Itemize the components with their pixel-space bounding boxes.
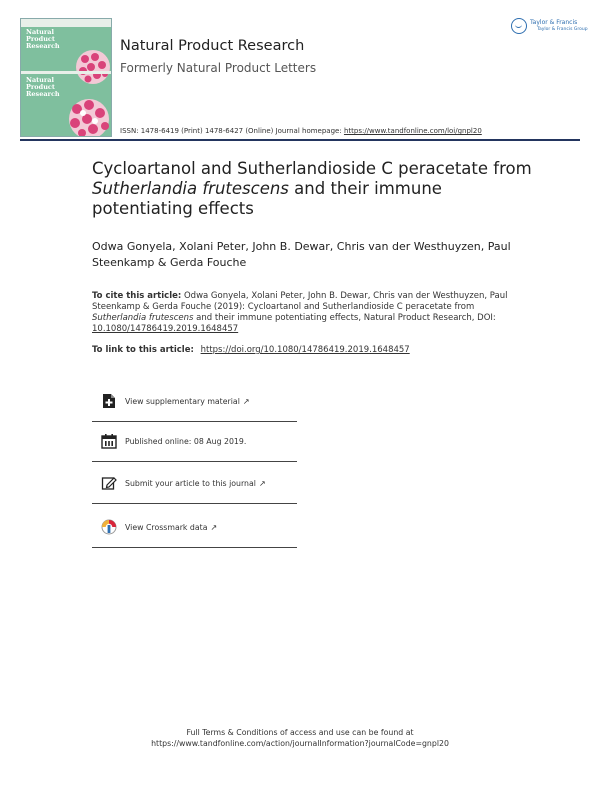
citation-doi-link[interactable]: 10.1080/14786419.2019.1648457 — [92, 324, 239, 334]
cover-title-line: Natural — [26, 28, 54, 36]
supplementary-material-link[interactable] — [125, 397, 250, 406]
article-title-part: and their immune potentiating effects — [92, 179, 442, 218]
info-row-label: View supplementary material — [125, 397, 240, 406]
external-link-icon: ↗ — [242, 397, 250, 406]
header-divider — [20, 139, 580, 141]
pencil-edit-icon — [101, 475, 117, 491]
row-divider — [92, 421, 297, 422]
row-divider — [92, 461, 297, 462]
crossmark-row[interactable] — [92, 510, 297, 548]
article-doi-url-link[interactable]: https://doi.org/10.1080/14786419.2019.1648457 — [200, 345, 410, 355]
info-row-label: View Crossmark data — [125, 523, 208, 532]
cover-molecule-graphic — [71, 47, 111, 87]
journal-homepage-link[interactable]: https://www.tandfonline.com/loi/gnpl20 — [343, 127, 482, 135]
publisher-logo — [511, 18, 588, 36]
journal-subtitle: Formerly Natural Product Letters — [120, 61, 317, 75]
cover-title — [26, 29, 71, 50]
row-divider — [92, 547, 297, 548]
citation-species: Sutherlandia frutescens — [92, 313, 194, 323]
cover-title-line: Product — [26, 83, 55, 91]
cover-title-line: Research — [26, 90, 60, 98]
external-link-icon: ↗ — [258, 479, 266, 488]
cover-title-line: Research — [26, 42, 60, 50]
info-row-label: Submit your article to this journal — [125, 479, 256, 488]
submit-article-row[interactable] — [92, 466, 297, 504]
published-online-row — [92, 424, 297, 462]
citation-text: Odwa Gonyela, Xolani Peter, John B. Dewar, Chris van der Westhuyzen, Paul Steenkamp & Gerda Fouche (2019): Cycloartanol and Sutherlandioside C peracetate from — [92, 291, 508, 312]
published-online-text — [125, 437, 246, 446]
row-divider — [92, 503, 297, 504]
submit-article-link[interactable] — [125, 479, 266, 488]
info-row-label: Published online: 08 Aug 2019. — [125, 437, 247, 446]
article-link-line — [92, 345, 410, 355]
article-title-species: Sutherlandia frutescens — [92, 179, 289, 198]
issn-text: ISSN: 1478-6419 (Print) 1478-6427 (Online) Journal homepage: — [120, 127, 342, 135]
issn-line — [120, 127, 482, 135]
calendar-icon — [101, 433, 117, 449]
journal-cover-image — [20, 18, 112, 137]
cover-title-line: Natural — [26, 76, 54, 84]
citation-block — [92, 291, 512, 335]
external-link-icon: ↗ — [210, 523, 218, 532]
journal-title: Natural Product Research — [120, 38, 305, 54]
footer-terms-url[interactable]: https://www.tandfonline.com/action/journalInformation?journalCode=gnpl20 — [151, 739, 449, 748]
cover-molecule-graphic-large — [61, 95, 111, 137]
article-title — [92, 159, 532, 219]
plus-document-icon — [101, 393, 117, 409]
citation-text: and their immune potentiating effects, Natural Product Research, DOI: — [193, 313, 496, 323]
article-authors: Odwa Gonyela, Xolani Peter, John B. Dewar, Chris van der Westhuyzen, Paul Steenkamp & Gerda Fouche — [92, 240, 511, 269]
publisher-logo-text: Taylor & Francis — [530, 19, 578, 26]
article-link-label: To link to this article: — [92, 345, 194, 355]
publisher-logo-icon — [511, 18, 527, 34]
citation-label: To cite this article: — [92, 291, 182, 301]
crossmark-icon — [101, 519, 117, 535]
cover-title-line: Product — [26, 35, 55, 43]
footer-terms-text: Full Terms & Conditions of access and use can be found at — [186, 728, 414, 737]
supplementary-material-row[interactable] — [92, 384, 297, 422]
cover-middle-band — [21, 71, 111, 74]
article-title-part: Cycloartanol and Sutherlandioside C peracetate from — [92, 159, 532, 178]
crossmark-link[interactable] — [125, 523, 217, 532]
publisher-logo-subtext: Taylor & Francis Group — [537, 27, 588, 32]
footer-terms — [0, 727, 600, 749]
cover-top-band — [21, 19, 111, 27]
